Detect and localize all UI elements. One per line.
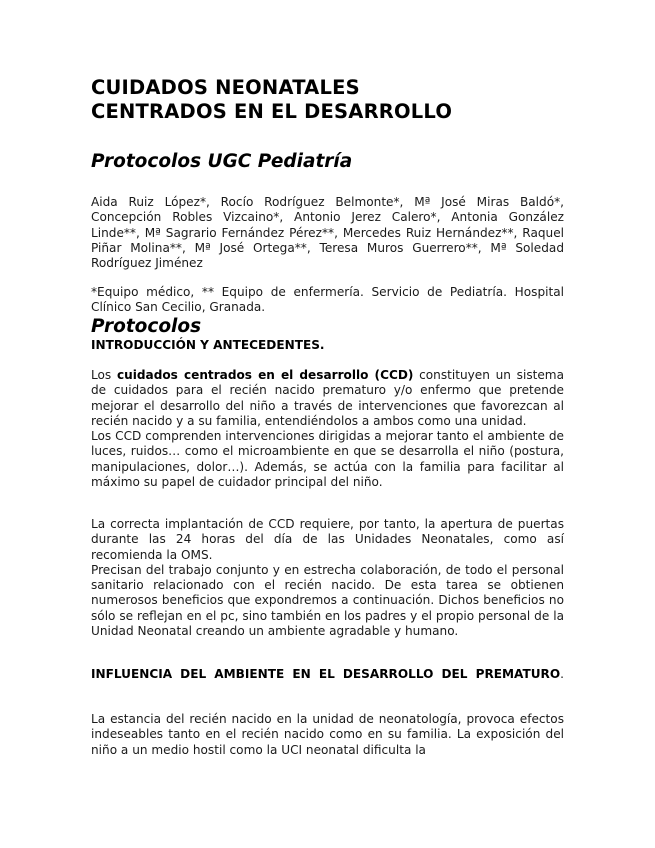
- paragraph-environment: La estancia del recién nacido en la unidad de neonatología, provoca efectos indeseables tanto en el recién nacido como en su familia. La exposición del niño a un medio hostil como la UCI neonatal dificulta la: [91, 712, 564, 757]
- heading-environment-influence: [91, 667, 564, 682]
- introduction-paragraphs: [91, 368, 564, 490]
- para1-bold-term: cuidados centrados en el desarrollo (CCD): [116, 368, 414, 382]
- paragraph-collaboration: Precisan del trabajo conjunto y en estrecha colaboración, de todo el personal sanitario relacionado con el recién nacido. De esta tarea se obtienen numerosos beneficios que expondremos a continuación. Dichos beneficios no sólo se reflejan en el pc, sino también en los padres y el propio personal de la Unidad Neonatal creando un ambiente agradable y humano.: [91, 562, 564, 639]
- document-subtitle: Protocolos UGC Pediatría: [91, 151, 353, 172]
- paragraph-ccd-interventions: Los CCD comprenden intervenciones dirigidas a mejorar tanto el ambiente de luces, ruidos… como el microambiente en que se desarrolla el niño (postura, manipulaciones, dolor…). Además, se actúa con la familia para facilitar al máximo su papel de cuidador principal del niño.: [91, 429, 564, 490]
- affiliation-note: *Equipo médico, ** Equipo de enfermería. Servicio de Pediatría. Hospital Clínico San Cecilio, Granada.: [91, 285, 564, 315]
- heading2-text: INFLUENCIA DEL AMBIENTE EN EL DESARROLLO DEL PREMATURO: [91, 667, 561, 681]
- paragraph-implementation: La correcta implantación de CCD requiere, por tanto, la apertura de puertas durante las 24 horas del día de las Unidades Neonatales, como así recomienda la OMS.: [91, 517, 564, 562]
- paragraph-ccd-definition: [91, 368, 564, 429]
- section-title: Protocolos: [91, 316, 202, 337]
- title-line-1: CUIDADOS NEONATALES: [91, 76, 360, 99]
- heading2-dot: .: [560, 667, 564, 681]
- heading-introduction: INTRODUCCIÓN Y ANTECEDENTES.: [91, 338, 325, 352]
- authors-list: Aida Ruiz López*, Rocío Rodríguez Belmonte*, Mª José Miras Baldó*, Concepción Robles Vizcaino*, Antonio Jerez Calero*, Antonia González Linde**, Mª Sagrario Fernández Pérez**, Mercedes Ruiz Hernández**, Raquel Piñar Molina**, Mª José Ortega**, Teresa Muros Guerrero**, Mª Soledad Rodríguez Jiménez: [91, 195, 564, 271]
- para1-prefix: Los: [91, 368, 117, 382]
- title-line-2: CENTRADOS EN EL DESARROLLO: [91, 100, 453, 123]
- para1-rest: constituyen un sistema de cuidados para el recién nacido prematuro y/o enfermo que pretende mejorar el desarrollo del niño a través de intervenciones que favorezcan al recién nacido y a su familia, entendiéndolos a ambos como una unidad.: [91, 368, 564, 428]
- implementation-paragraphs: [91, 517, 564, 639]
- document-title: [91, 76, 564, 124]
